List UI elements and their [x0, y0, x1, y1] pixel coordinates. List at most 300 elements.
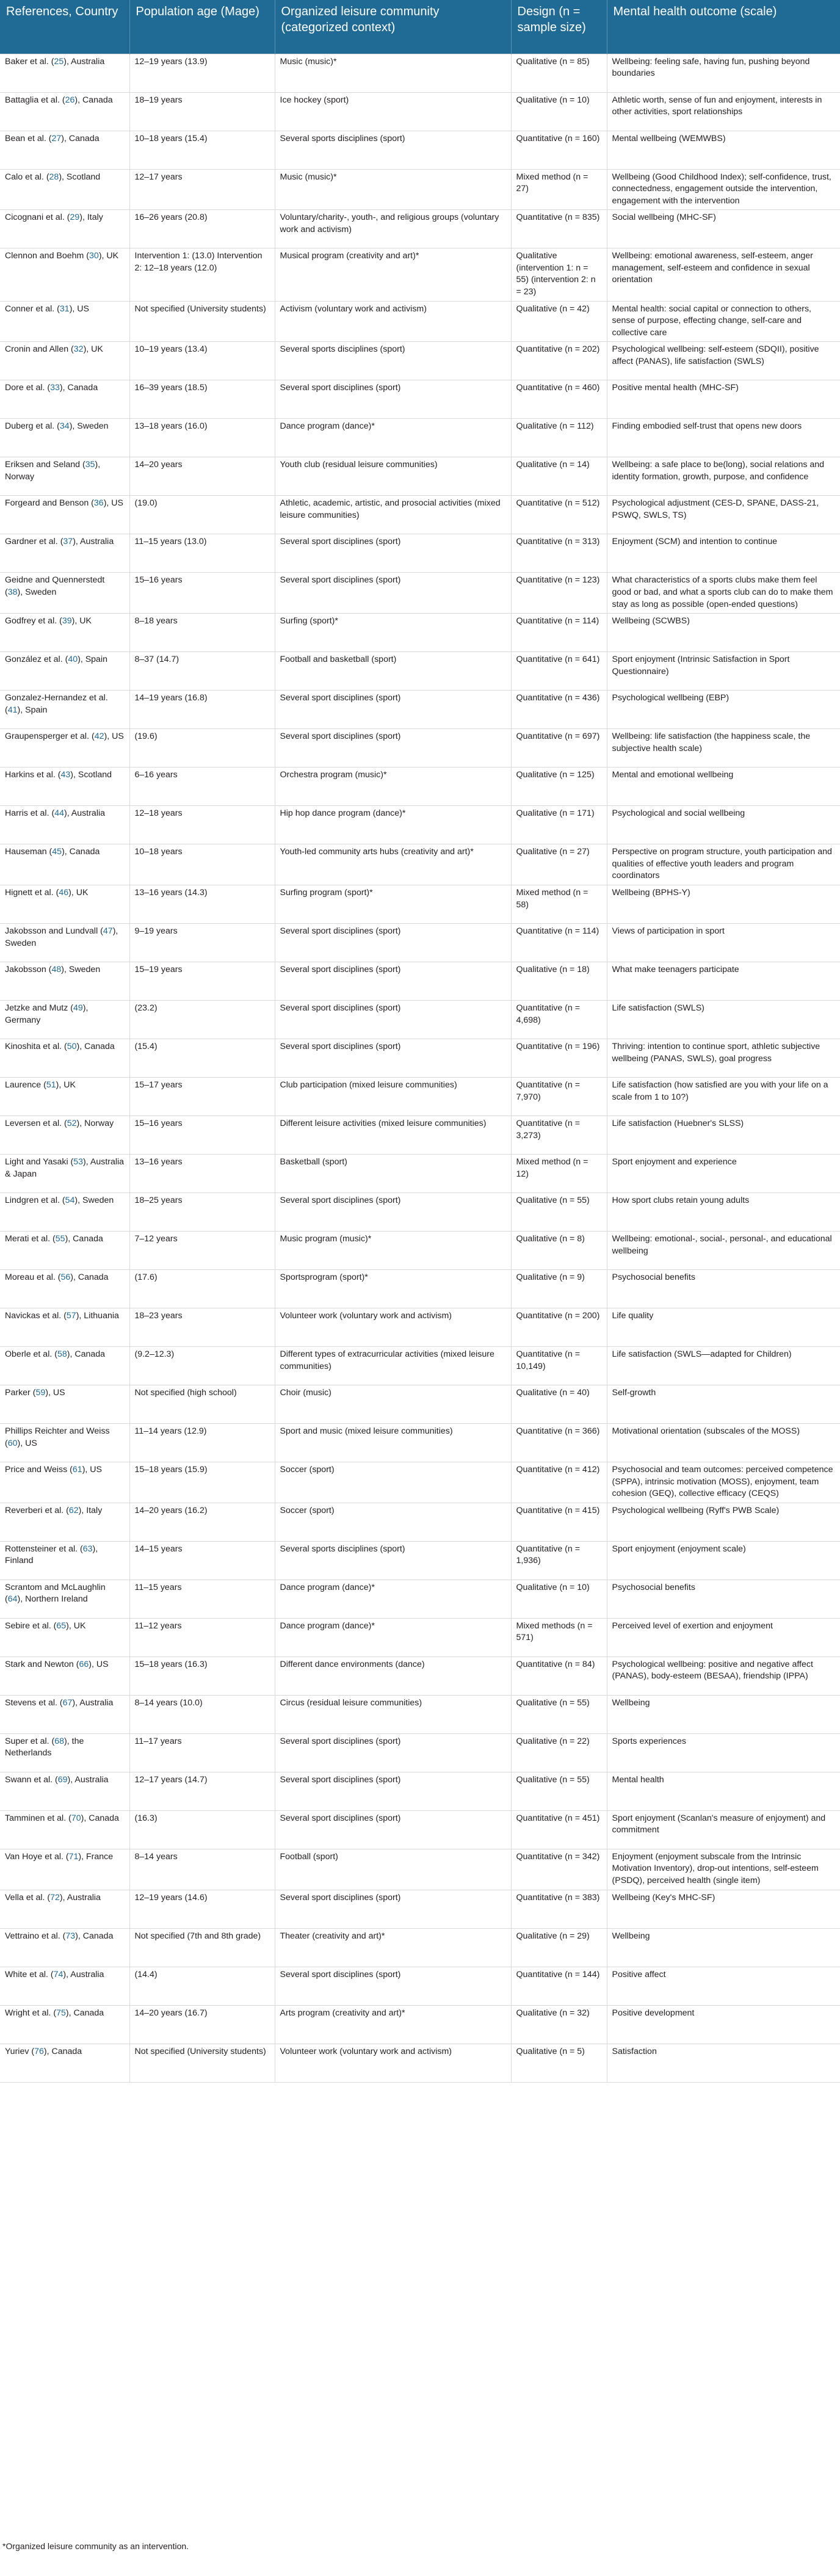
cell-design: Quantitative (n = 160)	[511, 131, 607, 169]
cell-reference	[0, 1810, 129, 1849]
cell-population-age: Not specified (University students)	[129, 2044, 275, 2082]
cell-design: Qualitative (n = 55)	[511, 1772, 607, 1810]
reference-authors: Hignett et al. (	[5, 888, 59, 898]
reference-country: ), US	[103, 498, 124, 509]
table-header	[0, 0, 840, 54]
reference-link[interactable]: 50	[67, 1042, 77, 1051]
table-row	[0, 92, 840, 131]
cell-design: Quantitative (n = 7,970)	[511, 1078, 607, 1116]
cell-design: Quantitative (n = 460)	[511, 380, 607, 419]
cell-reference	[0, 844, 129, 885]
cell-reference	[0, 1695, 129, 1733]
cell-reference	[0, 1618, 129, 1656]
reference-country: ), Norway	[76, 1119, 114, 1128]
cell-population-age: 14–20 years (16.2)	[129, 1503, 275, 1541]
cell-design: Quantitative (n = 383)	[511, 1890, 607, 1928]
reference-authors: Dore et al. (	[5, 383, 51, 393]
cell-reference	[0, 419, 129, 457]
cell-mental-health-outcome: Psychological adjustment (CES-D, SPANE, DASS-21, PSWQ, SWLS, TS)	[607, 496, 840, 534]
cell-reference	[0, 2005, 129, 2044]
cell-mental-health-outcome: Life satisfaction (how satisfied are you with your life on a scale from 1 to 10?)	[607, 1078, 840, 1116]
reference-link[interactable]: 63	[82, 1544, 93, 1554]
table-row	[0, 1347, 840, 1385]
table-row	[0, 301, 840, 342]
cell-design: Qualitative (n = 29)	[511, 1928, 607, 1967]
reference-country: ), Canada	[43, 2046, 82, 2056]
cell-mental-health-outcome: Sport enjoyment and experience	[607, 1155, 840, 1193]
reference-country: ), UK	[56, 1080, 76, 1090]
cell-population-age: 8–14 years	[129, 1849, 275, 1890]
cell-mental-health-outcome: Wellbeing (Key's MHC-SF)	[607, 1890, 840, 1928]
cell-leisure-community: Club participation (mixed leisure communities)	[275, 1078, 511, 1116]
cell-mental-health-outcome: Motivational orientation (subscales of the MOSS)	[607, 1424, 840, 1462]
cell-mental-health-outcome: Psychological and social wellbeing	[607, 806, 840, 844]
cell-design: Quantitative (n = 835)	[511, 210, 607, 249]
reference-link[interactable]: 25	[54, 56, 64, 67]
reference-authors: Scrantom and McLaughlin (	[5, 1582, 106, 1605]
reference-link[interactable]: 49	[73, 1003, 83, 1013]
reference-link[interactable]: 32	[73, 344, 84, 355]
reference-authors: Price and Weiss (	[5, 1465, 73, 1475]
table-footnote: *Organized leisure community as an intervention.	[2, 2541, 189, 2551]
reference-country: ), Australia	[72, 1697, 114, 1708]
cell-design: Mixed methods (n = 571)	[511, 1618, 607, 1656]
cell-mental-health-outcome: What make teenagers participate	[607, 962, 840, 1001]
reference-link[interactable]: 68	[54, 1736, 65, 1746]
cell-design: Qualitative (n = 10)	[511, 92, 607, 131]
cell-population-age: 11–14 years (12.9)	[129, 1424, 275, 1462]
cell-reference	[0, 924, 129, 962]
cell-mental-health-outcome: What characteristics of a sports clubs make them feel good or bad, and what a sports club can do to make them stay as long as possible (open-ended questions)	[607, 573, 840, 614]
cell-mental-health-outcome: Psychological wellbeing: positive and negative affect (PANAS), body-esteem (BESAA), friendship (IPPA)	[607, 1656, 840, 1695]
reference-authors: Stark and Newton (	[5, 1659, 79, 1669]
cell-leisure-community: Several sport disciplines (sport)	[275, 534, 511, 573]
cell-population-age: (15.4)	[129, 1039, 275, 1078]
cell-mental-health-outcome: Mental and emotional wellbeing	[607, 767, 840, 806]
reference-link[interactable]: 65	[56, 1620, 67, 1631]
cell-population-age: 14–20 years	[129, 457, 275, 496]
table-row	[0, 1772, 840, 1810]
reference-link[interactable]: 67	[62, 1697, 73, 1708]
cell-mental-health-outcome: Wellbeing: feeling safe, having fun, pushing beyond boundaries	[607, 54, 840, 92]
cell-leisure-community: Surfing (sport)*	[275, 614, 511, 652]
reference-country: ), Australia	[67, 1774, 109, 1785]
reference-authors: Cicognani et al. (	[5, 212, 70, 223]
cell-mental-health-outcome: Wellbeing	[607, 1928, 840, 1967]
cell-design: Quantitative (n = 4,698)	[511, 1001, 607, 1039]
cell-leisure-community: Youth club (residual leisure communities)	[275, 457, 511, 496]
reference-link[interactable]: 48	[51, 965, 62, 974]
reference-authors: Moreau et al. (	[5, 1272, 61, 1282]
cell-leisure-community: Several sport disciplines (sport)	[275, 729, 511, 767]
cell-mental-health-outcome: How sport clubs retain young adults	[607, 1193, 840, 1232]
cell-population-age: 13–16 years (14.3)	[129, 885, 275, 924]
cell-reference	[0, 380, 129, 419]
table-row	[0, 1232, 840, 1270]
cell-design: Quantitative (n = 202)	[511, 342, 607, 380]
reference-link[interactable]: 42	[94, 731, 104, 742]
cell-mental-health-outcome: Positive affect	[607, 1967, 840, 2005]
table-row	[0, 1078, 840, 1116]
cell-leisure-community: Dance program (dance)*	[275, 1618, 511, 1656]
reference-link[interactable]: 73	[65, 1931, 76, 1941]
reference-authors: Super et al. (	[5, 1736, 55, 1746]
reference-country: ), the Netherlands	[5, 1736, 84, 1758]
table-row	[0, 1039, 840, 1078]
cell-mental-health-outcome: Sports experiences	[607, 1733, 840, 1772]
reference-link[interactable]: 45	[52, 847, 62, 857]
reference-link[interactable]: 59	[35, 1388, 46, 1398]
reference-authors: Merati et al. (	[5, 1234, 56, 1244]
cell-reference	[0, 92, 129, 131]
cell-mental-health-outcome: Sport enjoyment (Intrinsic Satisfaction in Sport Questionnaire)	[607, 652, 840, 691]
reference-country: ), Germany	[5, 1003, 89, 1025]
cell-population-age: 12–17 years (14.7)	[129, 1772, 275, 1810]
cell-reference	[0, 1116, 129, 1155]
cell-reference	[0, 1541, 129, 1580]
reference-authors: Rottensteiner et al. (	[5, 1544, 83, 1554]
reference-link[interactable]: 55	[55, 1234, 65, 1244]
reference-link[interactable]: 56	[60, 1272, 71, 1282]
cell-reference	[0, 1656, 129, 1695]
cell-reference	[0, 729, 129, 767]
table-row	[0, 342, 840, 380]
reference-link[interactable]: 61	[72, 1465, 82, 1475]
reference-link[interactable]: 37	[63, 537, 73, 547]
reference-country: ), Spain	[17, 705, 48, 715]
cell-mental-health-outcome: Mental wellbeing (WEMWBS)	[607, 131, 840, 169]
reference-link[interactable]: 66	[79, 1659, 89, 1669]
cell-population-age: 10–18 years (15.4)	[129, 131, 275, 169]
reference-authors: Reverberi et al. (	[5, 1505, 69, 1515]
cell-population-age: 12–19 years (13.9)	[129, 54, 275, 92]
reference-link[interactable]: 33	[50, 383, 60, 393]
reference-link[interactable]: 36	[93, 498, 104, 509]
reference-authors: Clennon and Boehm (	[5, 251, 90, 261]
reference-authors: White et al. (	[5, 1969, 54, 1979]
cell-reference	[0, 1503, 129, 1541]
reference-authors: Jetzke and Mutz (	[5, 1003, 73, 1013]
cell-mental-health-outcome: Views of participation in sport	[607, 924, 840, 962]
reference-link[interactable]: 58	[57, 1349, 67, 1359]
reference-link[interactable]: 64	[7, 1594, 18, 1605]
cell-reference	[0, 54, 129, 92]
cell-leisure-community: Different types of extracurricular activities (mixed leisure communities)	[275, 1347, 511, 1385]
reference-authors: Gardner et al. (	[5, 537, 63, 547]
cell-leisure-community: Arts program (creativity and art)*	[275, 2005, 511, 2044]
reference-authors: Oberle et al. (	[5, 1349, 57, 1359]
cell-mental-health-outcome: Wellbeing	[607, 1695, 840, 1733]
table-row	[0, 806, 840, 844]
reference-authors: Conner et al. (	[5, 303, 60, 314]
cell-design: Quantitative (n = 84)	[511, 1656, 607, 1695]
reference-country: ), US	[82, 1465, 103, 1475]
cell-reference	[0, 767, 129, 806]
cell-design: Quantitative (n = 123)	[511, 573, 607, 614]
cell-mental-health-outcome: Social wellbeing (MHC-SF)	[607, 210, 840, 249]
cell-reference	[0, 806, 129, 844]
reference-link[interactable]: 35	[85, 460, 95, 470]
reference-link[interactable]: 72	[50, 1892, 60, 1903]
reference-authors: Navickas et al. (	[5, 1311, 67, 1321]
cell-leisure-community: Several sports disciplines (sport)	[275, 1541, 511, 1580]
reference-link[interactable]: 53	[73, 1157, 84, 1167]
reference-authors: González et al. (	[5, 655, 68, 665]
cell-leisure-community: Sport and music (mixed leisure communities)	[275, 1424, 511, 1462]
reference-country: ), Finland	[5, 1544, 98, 1566]
cell-leisure-community: Several sport disciplines (sport)	[275, 691, 511, 729]
cell-leisure-community: Choir (music)	[275, 1385, 511, 1424]
reference-link[interactable]: 43	[60, 770, 71, 780]
reference-link[interactable]: 74	[53, 1969, 63, 1979]
cell-leisure-community: Youth-led community arts hubs (creativity and art)*	[275, 844, 511, 885]
cell-population-age: 11–15 years	[129, 1580, 275, 1618]
cell-reference	[0, 534, 129, 573]
table-row	[0, 1155, 840, 1193]
reference-link[interactable]: 29	[70, 212, 80, 223]
reference-link[interactable]: 52	[67, 1119, 77, 1128]
cell-design: Qualitative (n = 55)	[511, 1193, 607, 1232]
reference-link[interactable]: 51	[46, 1080, 56, 1090]
reference-authors: Hauseman (	[5, 847, 52, 857]
table-row	[0, 1890, 840, 1928]
table-row	[0, 1503, 840, 1541]
reference-link[interactable]: 27	[51, 133, 62, 143]
cell-design: Quantitative (n = 313)	[511, 534, 607, 573]
cell-mental-health-outcome: Athletic worth, sense of fun and enjoyment, interests in other activities, sport relationships	[607, 92, 840, 131]
cell-mental-health-outcome: Perspective on program structure, youth participation and qualities of effective youth leaders and program coordinators	[607, 844, 840, 885]
table-row	[0, 249, 840, 301]
reference-link[interactable]: 46	[59, 888, 69, 898]
cell-leisure-community: Ice hockey (sport)	[275, 92, 511, 131]
cell-population-age: 11–15 years (13.0)	[129, 534, 275, 573]
cell-mental-health-outcome: Mental health	[607, 1772, 840, 1810]
reference-authors: Jakobsson and Lundvall (	[5, 926, 103, 936]
reference-authors: Harris et al. (	[5, 808, 55, 819]
table-row	[0, 2044, 840, 2082]
cell-reference	[0, 962, 129, 1001]
cell-design: Qualitative (n = 112)	[511, 419, 607, 457]
cell-design: Quantitative (n = 10,149)	[511, 1347, 607, 1385]
cell-leisure-community: Football (sport)	[275, 1849, 511, 1890]
cell-reference	[0, 1001, 129, 1039]
reference-link[interactable]: 75	[56, 2008, 66, 2018]
cell-leisure-community: Circus (residual leisure communities)	[275, 1695, 511, 1733]
cell-design: Qualitative (n = 14)	[511, 457, 607, 496]
cell-leisure-community: Several sport disciplines (sport)	[275, 1001, 511, 1039]
reference-link[interactable]: 41	[7, 705, 18, 715]
reference-authors: Parker (	[5, 1388, 36, 1398]
reference-authors: Stevens et al. (	[5, 1697, 63, 1708]
cell-design: Mixed method (n = 27)	[511, 169, 607, 210]
cell-design: Qualitative (n = 27)	[511, 844, 607, 885]
reference-authors: Yuriev (	[5, 2046, 35, 2056]
table-row	[0, 1270, 840, 1308]
cell-mental-health-outcome: Wellbeing: emotional-, social-, personal-, and educational wellbeing	[607, 1232, 840, 1270]
reference-link[interactable]: 26	[65, 95, 75, 105]
reference-country: ), Canada	[75, 1931, 114, 1941]
reference-authors: Leversen et al. (	[5, 1119, 67, 1128]
table-body	[0, 54, 840, 2082]
table-row	[0, 729, 840, 767]
cell-leisure-community: Voluntary/charity-, youth-, and religious groups (voluntary work and activism)	[275, 210, 511, 249]
cell-population-age: (14.4)	[129, 1967, 275, 2005]
reference-country: ), Canada	[65, 1234, 103, 1244]
cell-reference	[0, 1078, 129, 1116]
reference-authors: Eriksen and Seland (	[5, 460, 85, 470]
cell-leisure-community: Different leisure activities (mixed leisure communities)	[275, 1116, 511, 1155]
cell-population-age: Intervention 1: (13.0) Intervention 2: 12–18 years (12.0)	[129, 249, 275, 301]
cell-leisure-community: Volunteer work (voluntary work and activism)	[275, 2044, 511, 2082]
reference-link[interactable]: 70	[71, 1813, 81, 1823]
cell-reference	[0, 652, 129, 691]
reference-country: ), UK	[98, 251, 119, 261]
reference-link[interactable]: 40	[68, 655, 78, 665]
cell-mental-health-outcome: Psychosocial and team outcomes: perceived competence (SPPA), intrinsic motivation (MOSS), enjoyment, team cohesion (GEQ), collective efficacy (CEQS)	[607, 1462, 840, 1503]
cell-reference	[0, 1308, 129, 1347]
reference-authors: Battaglia et al. (	[5, 95, 65, 105]
cell-mental-health-outcome: Wellbeing (Good Childhood Index); self-confidence, trust, connectedness, engagement outside the intervention, engagement with the intervention	[607, 169, 840, 210]
table-row	[0, 924, 840, 962]
reference-authors: Geidne and Quennerstedt (	[5, 575, 105, 598]
cell-population-age: 12–17 years	[129, 169, 275, 210]
cell-population-age: 16–26 years (20.8)	[129, 210, 275, 249]
table-row	[0, 767, 840, 806]
cell-reference	[0, 1890, 129, 1928]
cell-leisure-community: Basketball (sport)	[275, 1155, 511, 1193]
cell-reference	[0, 342, 129, 380]
cell-design: Qualitative (n = 32)	[511, 2005, 607, 2044]
reference-link[interactable]: 69	[57, 1774, 68, 1785]
cell-population-age: 15–16 years	[129, 573, 275, 614]
cell-mental-health-outcome: Life satisfaction (Huebner's SLSS)	[607, 1116, 840, 1155]
cell-reference	[0, 614, 129, 652]
cell-design: Qualitative (n = 171)	[511, 806, 607, 844]
reference-authors: Forgeard and Benson (	[5, 498, 94, 509]
cell-leisure-community: Surfing program (sport)*	[275, 885, 511, 924]
cell-mental-health-outcome: Thriving: intention to continue sport, athletic subjective wellbeing (PANAS, SWLS), goal progress	[607, 1039, 840, 1078]
reference-authors: Lindgren et al. (	[5, 1195, 65, 1205]
cell-population-age: (23.2)	[129, 1001, 275, 1039]
reference-link[interactable]: 28	[49, 172, 59, 182]
reference-country: ), Australia	[63, 56, 105, 67]
reference-link[interactable]: 76	[34, 2046, 44, 2056]
cell-leisure-community: Several sports disciplines (sport)	[275, 342, 511, 380]
cell-design: Quantitative (n = 415)	[511, 1503, 607, 1541]
cell-population-age: Not specified (7th and 8th grade)	[129, 1928, 275, 1967]
reference-link[interactable]: 31	[59, 303, 70, 314]
cell-mental-health-outcome: Life satisfaction (SWLS)	[607, 1001, 840, 1039]
table-row	[0, 534, 840, 573]
cell-mental-health-outcome: Finding embodied self-trust that opens new doors	[607, 419, 840, 457]
cell-mental-health-outcome: Wellbeing: a safe place to be(long), social relations and identity formation, growth, purpose, and confidence	[607, 457, 840, 496]
cell-design: Qualitative (n = 5)	[511, 2044, 607, 2082]
table-row	[0, 131, 840, 169]
cell-population-age: 18–23 years	[129, 1308, 275, 1347]
table-row	[0, 1001, 840, 1039]
reference-link[interactable]: 47	[103, 926, 113, 936]
table-row	[0, 1810, 840, 1849]
cell-reference	[0, 1424, 129, 1462]
reference-country: ), Sweden	[74, 1195, 114, 1205]
reference-authors: Vettraino et al. (	[5, 1931, 66, 1941]
reference-country: ), Scotland	[70, 770, 112, 780]
reference-country: ), Sweden	[5, 926, 118, 948]
table-row	[0, 1695, 840, 1733]
cell-reference	[0, 573, 129, 614]
cell-population-age: Not specified (high school)	[129, 1385, 275, 1424]
reference-country: ), Italy	[79, 212, 103, 223]
cell-mental-health-outcome: Enjoyment (enjoyment subscale from the Intrinsic Motivation Inventory), drop-out intentions, self-esteem (PSDQ), perceived health (single item)	[607, 1849, 840, 1890]
cell-design: Qualitative (n = 8)	[511, 1232, 607, 1270]
cell-population-age: 15–19 years	[129, 962, 275, 1001]
cell-leisure-community: Several sports disciplines (sport)	[275, 131, 511, 169]
reference-link[interactable]: 54	[65, 1195, 75, 1205]
cell-leisure-community: Theater (creativity and art)*	[275, 1928, 511, 1967]
cell-reference	[0, 1270, 129, 1308]
table-row	[0, 573, 840, 614]
reference-country: ), US	[104, 731, 124, 742]
table-row	[0, 1116, 840, 1155]
table-row	[0, 1462, 840, 1503]
reference-authors: Harkins et al. (	[5, 770, 61, 780]
cell-design: Quantitative (n = 196)	[511, 1039, 607, 1078]
header-design: Design (n = sample size)	[511, 0, 607, 54]
table-row	[0, 380, 840, 419]
reference-authors: Duberg et al. (	[5, 421, 60, 432]
reference-country: ), Canada	[74, 95, 113, 105]
cell-population-age: 14–20 years (16.7)	[129, 2005, 275, 2044]
reference-authors: Graupensperger et al. (	[5, 731, 95, 742]
cell-design: Qualitative (n = 55)	[511, 1695, 607, 1733]
reference-country: ), Canada	[61, 133, 100, 143]
cell-leisure-community: Several sport disciplines (sport)	[275, 924, 511, 962]
header-references: References, Country	[0, 0, 129, 54]
reference-authors: Bean et al. (	[5, 133, 52, 143]
reference-authors: Kinoshita et al. (	[5, 1042, 67, 1051]
reference-country: ), Canada	[65, 2008, 104, 2018]
cell-mental-health-outcome: Mental health: social capital or connection to others, sense of purpose, effecting change, self-care and collective care	[607, 301, 840, 342]
cell-reference	[0, 131, 129, 169]
reference-authors: Sebire et al. (	[5, 1620, 57, 1631]
cell-reference	[0, 169, 129, 210]
cell-reference	[0, 496, 129, 534]
cell-design: Quantitative (n = 3,273)	[511, 1116, 607, 1155]
reference-link[interactable]: 62	[68, 1505, 79, 1515]
reference-authors: Wright et al. (	[5, 2008, 57, 2018]
reference-link[interactable]: 34	[59, 421, 70, 432]
reference-link[interactable]: 44	[54, 808, 64, 819]
reference-link[interactable]: 30	[89, 251, 99, 261]
cell-design: Qualitative (n = 9)	[511, 1270, 607, 1308]
cell-leisure-community: Different dance environments (dance)	[275, 1656, 511, 1695]
reference-link[interactable]: 60	[7, 1438, 18, 1448]
reference-link[interactable]: 71	[68, 1851, 79, 1862]
table-row	[0, 1733, 840, 1772]
cell-mental-health-outcome: Wellbeing: life satisfaction (the happiness scale, the subjective health scale)	[607, 729, 840, 767]
cell-design: Quantitative (n = 512)	[511, 496, 607, 534]
reference-link[interactable]: 57	[66, 1311, 76, 1321]
table-row	[0, 1385, 840, 1424]
reference-link[interactable]: 38	[7, 587, 18, 598]
cell-population-age: 15–18 years (15.9)	[129, 1462, 275, 1503]
reference-country: ), UK	[83, 344, 103, 355]
cell-reference	[0, 885, 129, 924]
cell-leisure-community: Several sport disciplines (sport)	[275, 380, 511, 419]
reference-link[interactable]: 39	[62, 616, 72, 626]
reference-country: ), Australia	[63, 808, 106, 819]
cell-design: Qualitative (n = 22)	[511, 1733, 607, 1772]
